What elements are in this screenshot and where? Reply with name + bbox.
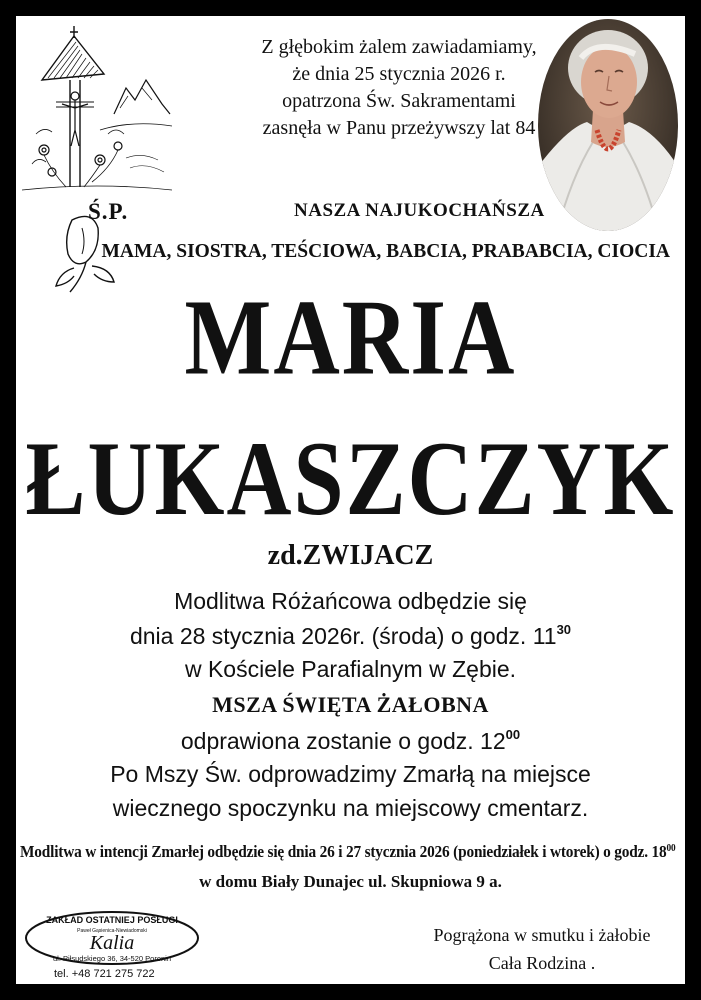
mass-time-text: odprawiona zostanie o godz. 12 [180, 728, 506, 754]
rosary-line: Modlitwa Różańcowa odbędzie się [174, 588, 527, 614]
deceased-surname: ŁUKASZCZYK [25, 421, 676, 538]
intro-line: zasnęła w Panu przeżywszy lat 84 [262, 117, 536, 139]
logo-address: ul. Piłsudskiego 36, 34-520 Poronin [53, 954, 171, 963]
burial-line: Po Mszy Św. odprowadzimy Zmarłą na miejsce [110, 761, 591, 787]
mourners-line: Pogrążona w smutku i żałobie [433, 925, 651, 945]
rosary-date-text: dnia 28 stycznia 2026r. (środa) o godz. 11 [129, 623, 557, 649]
rosary-place-line: w Kościele Parafialnym w Zębie. [184, 656, 517, 682]
mourners-signature [412, 921, 672, 977]
mass-time-minutes: 00 [505, 727, 521, 742]
deceased-first-name: MARIA [184, 276, 517, 398]
rosary-date-line [16, 622, 685, 650]
prayer-time-minutes: 00 [666, 843, 676, 854]
mass-time-line [16, 727, 685, 755]
deceased-portrait-photo [537, 18, 679, 232]
prayer-intention-text: Modlitwa w intencji Zmarłej odbędzie się dnia 26 i 27 stycznia 2026 (poniedziałek i wtorek) o godz. 18 [20, 842, 667, 861]
mourners-line: Cała Rodzina . [488, 953, 596, 973]
mass-title: MSZA ŚWIĘTA ŻAŁOBNA [212, 692, 489, 717]
funeral-home-logo [20, 906, 204, 966]
burial-line: wiecznego spoczynku na miejscowy cmentarz. [112, 795, 589, 821]
logo-small-text: Paweł Gąsienica-Niewiadomski [77, 928, 147, 934]
rosary-time-minutes: 30 [556, 622, 572, 637]
intro-text [244, 34, 554, 142]
sp-abbreviation: Ś.P. [88, 199, 129, 224]
logo-name: Kalia [89, 932, 135, 954]
prayer-place-line: w domu Biały Dunajec ul. Skupniowa 9 a. [199, 872, 502, 891]
intro-line: opatrzona Św. Sakramentami [282, 90, 516, 112]
maiden-name: zd.ZWIJACZ [267, 540, 434, 571]
prayer-intention-line [20, 842, 676, 862]
intro-line: Z głębokim żalem zawiadamiamy, [261, 36, 537, 58]
logo-top-text: ZAKŁAD OSTATNIEJ POSŁUGI [46, 915, 178, 925]
relation-heading: NASZA NAJUKOCHAŃSZA [294, 200, 545, 221]
intro-line: że dnia 25 stycznia 2026 r. [292, 63, 506, 85]
funeral-home-phone: tel. +48 721 275 722 [54, 968, 155, 980]
family-relations: MAMA, SIOSTRA, TEŚCIOWA, BABCIA, PRABABCIA, CIOCIA [101, 241, 670, 262]
obituary-page [16, 16, 685, 984]
wayside-cross-illustration [22, 22, 172, 197]
